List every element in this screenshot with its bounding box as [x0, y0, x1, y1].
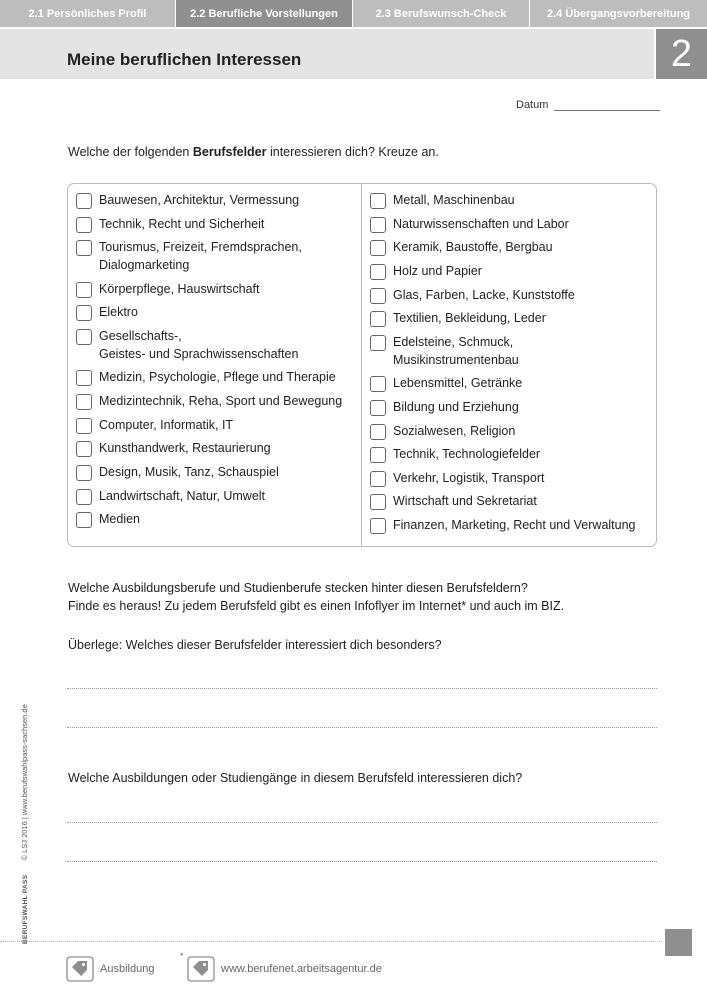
- checkbox[interactable]: [370, 288, 386, 304]
- berufsfeld-label: Medizintechnik, Reha, Sport und Bewegung: [99, 393, 343, 408]
- question-text-post: interessieren dich? Kreuze an.: [266, 145, 439, 159]
- berufsfelder-right-column: [370, 192, 655, 541]
- tab-uebergangsvorbereitung[interactable]: 2.4 Übergangsvorbereitung: [530, 0, 707, 27]
- checkbox[interactable]: [76, 441, 92, 457]
- berufsfeld-label: Textilien, Bekleidung, Leder: [393, 311, 546, 326]
- date-field: [516, 99, 660, 111]
- berufsfeld-label: Holz und Papier: [393, 263, 482, 278]
- berufsfeld-label: Finanzen, Marketing, Recht und Verwaltung: [393, 518, 636, 533]
- berufsfeld-option[interactable]: [76, 328, 358, 364]
- tab-berufliche-vorstellungen[interactable]: 2.2 Berufliche Vorstellungen: [176, 0, 353, 27]
- berufsfeld-label: Technik, Recht und Sicherheit: [99, 216, 265, 231]
- checkbox[interactable]: [370, 217, 386, 233]
- berufsfeld-label: Sozialwesen, Religion: [393, 423, 516, 438]
- checkbox[interactable]: [370, 518, 386, 534]
- page-title: Meine beruflichen Interessen: [67, 50, 302, 69]
- berufsfeld-option[interactable]: [76, 239, 358, 275]
- berufsfeld-label: Elektro: [99, 305, 138, 320]
- berufsfeld-label: Lebensmittel, Getränke: [393, 376, 523, 391]
- berufsfeld-option[interactable]: [76, 192, 358, 210]
- section-tabs: [0, 0, 707, 27]
- footer-divider: [0, 941, 662, 942]
- checkbox[interactable]: [76, 370, 92, 386]
- info-paragraph: [68, 580, 564, 616]
- berufsfeld-option[interactable]: [76, 511, 358, 529]
- berufsfeld-option[interactable]: [370, 470, 655, 488]
- checkbox[interactable]: [370, 447, 386, 463]
- berufsfeld-option[interactable]: [370, 216, 655, 234]
- berufsfeld-option[interactable]: [370, 423, 655, 441]
- berufsfeld-label: Verkehr, Logistik, Transport: [393, 470, 545, 485]
- berufsfeld-option[interactable]: [370, 375, 655, 393]
- berufsfeld-label: Edelsteine, Schmuck, Musikinstrumentenbau: [393, 334, 519, 367]
- berufsfeld-label: Körperpflege, Hauswirtschaft: [99, 281, 260, 296]
- footer-ausbildung[interactable]: [66, 954, 154, 984]
- checkbox[interactable]: [76, 305, 92, 321]
- checkbox[interactable]: [76, 282, 92, 298]
- berufsfeld-option[interactable]: [76, 464, 358, 482]
- berufsfeld-label: Kunsthandwerk, Restaurierung: [99, 441, 271, 456]
- tag-icon: [187, 956, 215, 982]
- answer-line[interactable]: [67, 727, 657, 728]
- berufsfeld-option[interactable]: [76, 369, 358, 387]
- question-berufsfelder: [68, 144, 439, 162]
- berufsfeld-option[interactable]: [370, 334, 655, 370]
- berufsfeld-label: Metall, Maschinenbau: [393, 193, 515, 207]
- date-line[interactable]: [554, 101, 660, 111]
- berufsfeld-option[interactable]: [76, 488, 358, 506]
- checkbox[interactable]: [76, 217, 92, 233]
- question-text-pre: Welche der folgenden: [68, 145, 193, 159]
- berufsfeld-label: Computer, Informatik, IT: [99, 417, 234, 432]
- berufsfeld-label: Bauwesen, Architektur, Vermessung: [99, 193, 300, 207]
- tab-berufswunsch-check[interactable]: 2.3 Berufswunsch-Check: [353, 0, 530, 27]
- checkbox[interactable]: [370, 494, 386, 510]
- berufsfeld-option[interactable]: [370, 192, 655, 210]
- berufsfeld-label: Gesellschafts-, Geistes- und Sprachwissenschaften: [99, 328, 299, 361]
- berufsfeld-option[interactable]: [370, 399, 655, 417]
- berufsfeld-label: Bildung und Erziehung: [393, 399, 519, 414]
- checkbox[interactable]: [76, 394, 92, 410]
- berufsfeld-label: Medizin, Psychologie, Pflege und Therapie: [99, 370, 336, 385]
- checkbox[interactable]: [370, 376, 386, 392]
- side-credit: [20, 704, 29, 944]
- checkbox[interactable]: [76, 465, 92, 481]
- checkbox[interactable]: [76, 240, 92, 256]
- berufsfelder-panel: [67, 183, 657, 547]
- berufsfeld-option[interactable]: [370, 263, 655, 281]
- berufsfeld-option[interactable]: [370, 287, 655, 305]
- date-label: Datum: [516, 99, 549, 111]
- berufsfeld-label: Naturwissenschaften und Labor: [393, 216, 569, 231]
- chapter-number: 2: [656, 29, 707, 79]
- info-line-1: Welche Ausbildungsberufe und Studienberufe stecken hinter diesen Berufsfeldern?: [68, 581, 528, 595]
- berufsfeld-option[interactable]: [76, 281, 358, 299]
- checkbox[interactable]: [76, 418, 92, 434]
- page-corner-marker: [665, 929, 692, 956]
- answer-line[interactable]: [67, 688, 657, 689]
- berufsfeld-label: Glas, Farben, Lacke, Kunststoffe: [393, 287, 575, 302]
- berufsfeld-option[interactable]: [370, 493, 655, 511]
- berufsfeld-label: Medien: [99, 512, 140, 527]
- checkbox[interactable]: [370, 471, 386, 487]
- berufsfeld-option[interactable]: [370, 239, 655, 257]
- copyright-text: © LSJ 2016 | www.berufswahlpass-sachsen.de: [20, 704, 29, 861]
- footnote-asterisk: *: [180, 951, 184, 961]
- checkbox[interactable]: [370, 424, 386, 440]
- berufsfeld-option[interactable]: [76, 393, 358, 411]
- checkbox[interactable]: [370, 400, 386, 416]
- berufsfeld-option[interactable]: [76, 417, 358, 435]
- berufsfeld-label: Landwirtschaft, Natur, Umwelt: [99, 488, 266, 503]
- berufsfeld-label: Design, Musik, Tanz, Schauspiel: [99, 464, 279, 479]
- berufsfeld-option[interactable]: [76, 216, 358, 234]
- page-header: [0, 29, 654, 79]
- berufsfeld-option[interactable]: [370, 517, 655, 535]
- info-line-2: Finde es heraus! Zu jedem Berufsfeld gibt es einen Infoflyer im Internet* und auch im BIZ.: [68, 598, 565, 613]
- checkbox[interactable]: [76, 329, 92, 345]
- question-ausbildungen: Welche Ausbildungen oder Studiengänge in diesem Berufsfeld interessieren dich?: [68, 771, 523, 785]
- berufsfelder-left-column: [76, 192, 358, 535]
- berufsfeld-label: Technik, Technologiefelder: [393, 447, 541, 462]
- berufsfeld-label: Keramik, Baustoffe, Bergbau: [393, 240, 553, 255]
- footer-url: www.berufenet.arbeitsagentur.de: [221, 963, 382, 975]
- checkbox[interactable]: [370, 335, 386, 351]
- tag-icon: [66, 956, 94, 982]
- answer-line[interactable]: [67, 861, 657, 862]
- question-text-bold: Berufsfelder: [192, 145, 267, 159]
- berufsfeld-option[interactable]: [370, 310, 655, 328]
- footer-berufenet-link[interactable]: [187, 954, 382, 984]
- checkbox[interactable]: [370, 311, 386, 327]
- berufsfeld-option[interactable]: [76, 304, 358, 322]
- footer-ausbildung-label: Ausbildung: [100, 963, 155, 975]
- panel-divider: [361, 184, 362, 546]
- berufsfeld-label: Wirtschaft und Sekretariat: [393, 494, 537, 509]
- checkbox[interactable]: [76, 489, 92, 505]
- tab-persoenliches-profil[interactable]: 2.1 Persönliches Profil: [0, 0, 176, 27]
- question-besonders: Überlege: Welches dieser Berufsfelder interessiert dich besonders?: [68, 638, 442, 652]
- berufsfeld-option[interactable]: [76, 440, 358, 458]
- checkbox[interactable]: [370, 240, 386, 256]
- checkbox[interactable]: [370, 264, 386, 280]
- checkbox[interactable]: [370, 193, 386, 209]
- berufsfeld-option[interactable]: [370, 446, 655, 464]
- checkbox[interactable]: [76, 193, 92, 209]
- berufsfeld-label: Tourismus, Freizeit, Fremdsprachen, Dialogmarketing: [99, 240, 302, 273]
- checkbox[interactable]: [76, 512, 92, 528]
- brand-logo-text: BERUFSWAHL PASS: [22, 874, 29, 944]
- answer-line[interactable]: [67, 822, 657, 823]
